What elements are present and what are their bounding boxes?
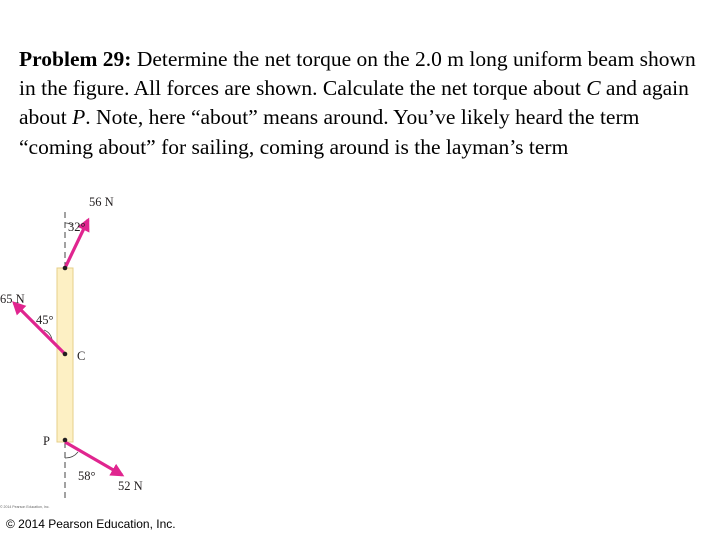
problem-label: Problem 29:: [19, 47, 132, 71]
point-c-dot: [63, 352, 68, 357]
point-p-reference: P: [72, 105, 86, 130]
force-label-left: 65 N: [0, 292, 25, 306]
point-p-dot: [63, 438, 68, 443]
angle-label-bottom: 58°: [78, 469, 96, 483]
problem-text-part-1: Determine the net torque on the 2.0 m long uniform beam shown in the figure. All forces are shown. Calculate the net torque about: [19, 47, 696, 101]
copyright-notice: © 2014 Pearson Education, Inc.: [6, 517, 176, 531]
force-label-top: 56 N: [89, 195, 114, 209]
force-label-bottom: 52 N: [118, 479, 143, 493]
figure-credit: © 2014 Pearson Education, Inc.: [0, 505, 50, 509]
problem-text-part-3: . Note, here “about” means around. You’ve likely heard the term “coming about” for sailing, coming around is the layman’s term: [19, 105, 640, 159]
point-top-dot: [63, 266, 68, 271]
point-c-reference: C: [586, 76, 601, 101]
beam-figure: [0, 190, 170, 515]
beam-diagram: [0, 190, 170, 515]
angle-label-left: 45°: [36, 313, 54, 327]
point-c-label: C: [77, 349, 86, 363]
angle-arc-bottom: [65, 452, 78, 458]
angle-label-top: 32°: [68, 220, 86, 234]
point-p-label: P: [43, 434, 50, 448]
problem-statement: [19, 45, 699, 162]
problem-text-part-2: and again about: [19, 76, 689, 130]
